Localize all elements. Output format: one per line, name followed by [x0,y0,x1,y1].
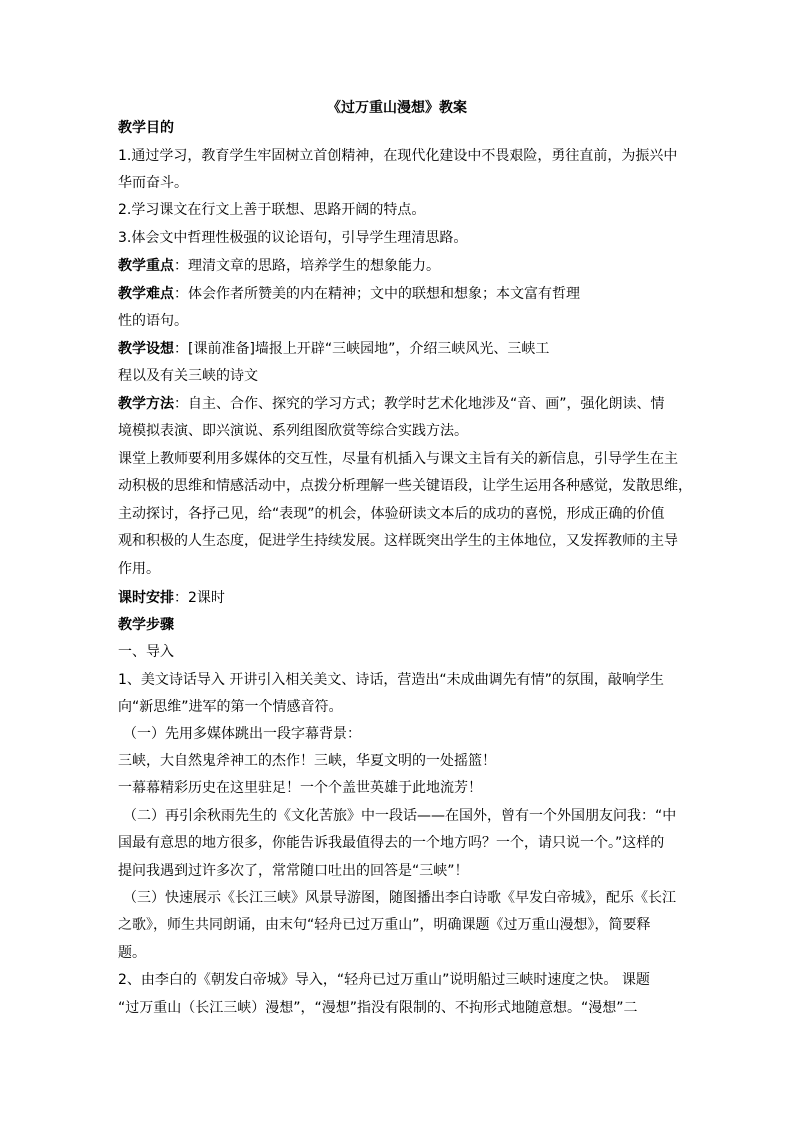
text-line [118,364,258,388]
line-text: 向“新思维”进军的第一个情感音符。 [118,699,343,715]
text-line [118,144,677,168]
line-text: 2.学习课文在行文上善于联想、思路开阔的特点。 [118,202,426,218]
line-text: 动积极的思维和情感活动中，点拨分析理解一些关键语段，让学生运用各种感觉，发散思维， [118,478,692,494]
text-line [118,337,549,361]
line-text: 1、美文诗话导入 开讲引入相关美文、诗话，营造出“未成曲调先有情”的氛围，敲响学生 [118,672,664,688]
text-line [118,640,174,664]
section-heading: 教学目的 [118,120,174,136]
text-line [118,913,651,937]
section-heading: 课时安排 [118,590,174,606]
line-text: 一幕幕精彩历史在这里驻足！一个个盖世英雄于此地流芳！ [118,780,482,796]
line-text: （三）快速展示《长江三峡》风景导游图，随图播出李白诗歌《早发白帝城》，配乐《长江 [123,890,676,906]
text-line [118,282,580,306]
line-text: 三峡，大自然鬼斧神工的杰作！三峡，华夏文明的一处摇篮！ [118,753,496,769]
line-text: 题。 [118,945,146,961]
line-text: 2、由李白的《朝发白帝城》导入，“轻舟已过万重山”说明船过三峡时速度之快。 课题 [118,972,650,988]
text-line [118,171,188,195]
text-line [118,557,160,581]
text-line [118,502,665,526]
text-line [118,831,664,855]
line-text: ：理清文章的思路，培养学生的想象能力。 [174,258,440,274]
text-line [118,309,188,333]
line-text: 一、导入 [118,644,174,660]
text-line [118,859,469,883]
line-text: ：2课时 [174,590,225,606]
text-line [123,886,676,910]
line-text: 性的语句。 [118,313,188,329]
line-text: 课堂上教师要利用多媒体的交互性，尽量有机插入与课文主旨有关的新信息，引导学生在主 [118,451,678,467]
section-heading: 教学重点 [118,258,174,274]
line-text: 主动探讨，各抒己见，给“表现”的机会，体验研读文本后的成功的喜悦，形成正确的价值 [118,506,665,522]
text-line [118,749,496,773]
text-line [118,392,665,416]
section-heading: 教学难点 [118,286,174,302]
text-line [118,968,650,992]
text-line [118,613,174,637]
line-text: 1.通过学习，教育学生牢固树立首创精神，在现代化建设中不畏艰险，勇往直前，为振兴中 [118,148,678,164]
text-line [118,447,678,471]
line-text: 3.体会文中哲理性极强的议论语句，引导学生理清思路。 [118,230,468,246]
text-line [123,804,676,828]
line-text: ：[课前准备]墙报上开辟“三峡园地”，介绍三峡风光、三峡工 [174,341,550,357]
text-line [118,941,146,965]
text-line [118,695,343,719]
line-text: 国最有意思的地方很多，你能告诉我最值得去的一个地方吗？一个，请只说一个。”这样的 [118,835,665,851]
line-text: ：自主、合作、探究的学习方式；教学时艺术化地涉及“音、画”，强化朗读、情 [174,396,665,412]
line-text: 华而奋斗。 [118,175,188,191]
text-line [118,198,425,222]
text-line [118,116,174,140]
line-text: “过万重山（长江三峡）漫想”，“漫想”指没有限制的、不拘形式地随意想。“漫想”二 [118,1000,638,1016]
text-line [118,668,664,692]
line-text: 之歌》，师生共同朗诵，由末句“轻舟已过万重山”，明确课题《过万重山漫想》，简要释 [118,917,651,933]
line-text: （一）先用多媒体跳出一段字幕背景： [123,726,361,742]
line-text: 提问我遇到过许多次了，常常随口吐出的回答是“三峡”！ [118,863,469,879]
text-line [118,226,467,250]
document-title: 《过万重山漫想》教案 [327,100,467,116]
text-line [118,474,692,498]
text-line [118,996,638,1020]
section-heading: 教学步骤 [118,617,174,633]
text-line [118,419,468,443]
text-line [118,776,482,800]
line-text: 境模拟表演、即兴演说、系列组图欣赏等综合实践方法。 [118,423,468,439]
line-text: 作用。 [118,561,160,577]
section-heading: 教学方法 [118,396,174,412]
line-text: 观和积极的人生态度，促进学生持续发展。这样既突出学生的主体地位，又发挥教师的主导 [118,533,678,549]
line-text: ：体会作者所赞美的内在精神；文中的联想和想象；本文富有哲理 [174,286,580,302]
text-line [118,586,225,610]
section-heading: 教学设想 [118,341,174,357]
text-line [118,529,678,553]
line-text: 程以及有关三峡的诗文 [118,368,258,384]
text-line [118,254,440,278]
text-line [123,722,361,746]
line-text: （二）再引余秋雨先生的《文化苦旅》中一段话——在国外，曾有一个外国朋友问我：“中 [123,808,677,824]
